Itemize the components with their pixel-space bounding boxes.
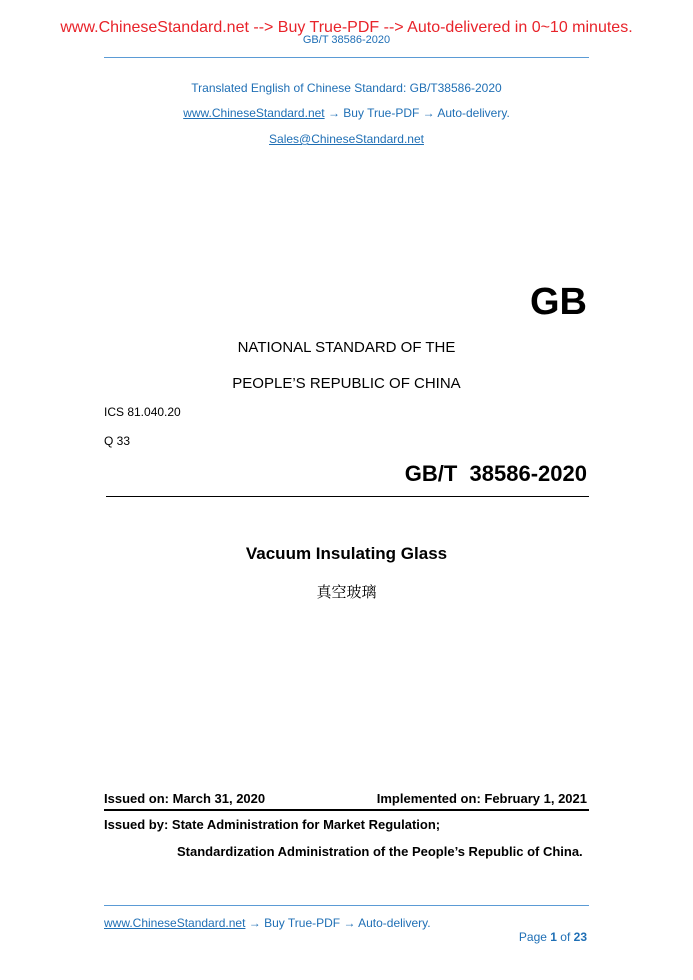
national-standard-line2: PEOPLE’S REPUBLIC OF CHINA (232, 375, 461, 392)
footer-delivery-line (104, 916, 431, 930)
page-of: of (556, 930, 574, 944)
sales-email-link[interactable]: Sales@ChineseStandard.net (269, 132, 424, 146)
intro-site-link[interactable]: www.ChineseStandard.net (183, 106, 325, 120)
page-current: 1 (550, 930, 557, 944)
issued-by: Issued by: State Administration for Market Regulation; (104, 817, 441, 832)
translation-note: Translated English of Chinese Standard: GB/T38586-2020 (191, 81, 502, 95)
page-label: Page (518, 930, 551, 944)
document-title: Vacuum Insulating Glass (245, 544, 448, 563)
standard-number: GB/T 38586-2020 (404, 461, 587, 486)
page-total: 23 (573, 930, 587, 944)
header-divider (104, 57, 589, 58)
implemented-on-date: Implemented on: February 1, 2021 (376, 791, 587, 806)
issue-divider (104, 809, 589, 811)
standard-number-rule (106, 496, 589, 497)
issued-on-date: Issued on: March 31, 2020 (104, 791, 266, 806)
footer-site-link[interactable]: www.ChineseStandard.net (104, 916, 246, 930)
issued-by-second-authority: Standardization Administration of the People’s Republic of China. (177, 844, 583, 859)
header-standard-code: GB/T 38586-2020 (302, 34, 391, 46)
document-title-chinese: 真空玻璃 (316, 583, 377, 601)
ics-code: ICS 81.040.20 (104, 405, 181, 419)
footer-divider (104, 905, 589, 906)
promo-banner[interactable]: www.ChineseStandard.net --> Buy True-PDF --> Auto-delivered in 0~10 minutes. (60, 19, 633, 36)
intro-delivery-text: → Buy True-PDF → Auto-delivery. (324, 106, 510, 120)
footer-delivery-text: → Buy True-PDF → Auto-delivery. (245, 916, 431, 930)
classification-code: Q 33 (104, 434, 131, 448)
intro-email-line (0, 132, 693, 146)
intro-delivery-line (0, 106, 693, 120)
gb-mark: GB (530, 281, 587, 323)
page-indicator (512, 916, 587, 944)
national-standard-line1: NATIONAL STANDARD OF THE (237, 339, 456, 356)
